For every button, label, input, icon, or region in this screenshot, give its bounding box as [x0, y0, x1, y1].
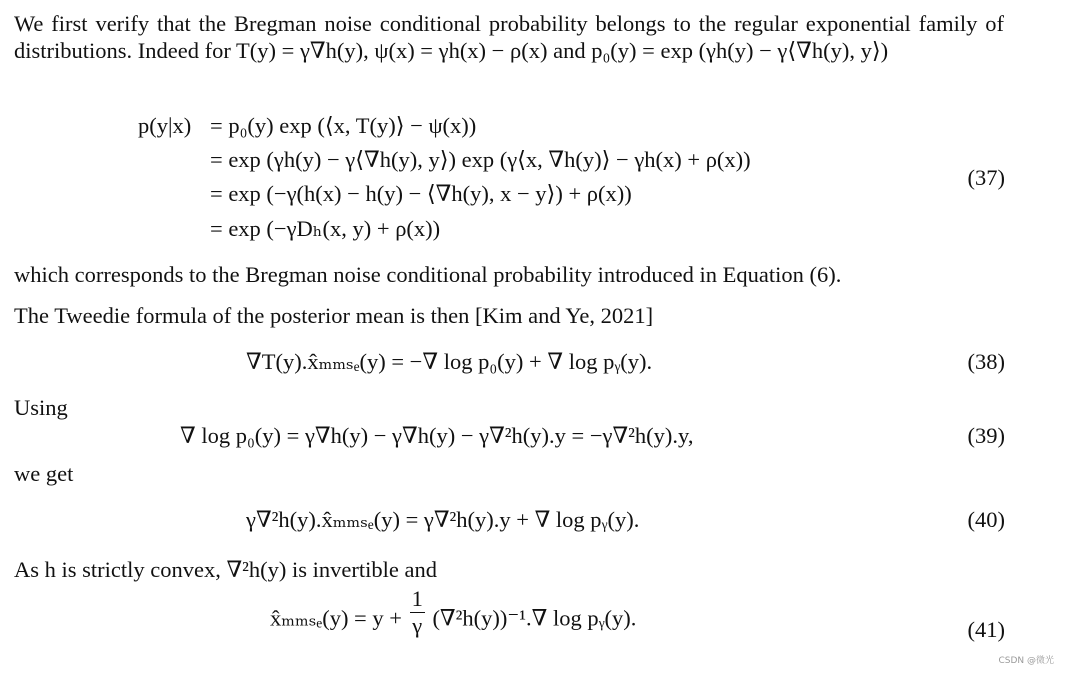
paragraph-correspondence: which corresponds to the Bregman noise conditional probability introduced in Equation (6).: [14, 262, 842, 287]
eq37-line2: = exp (γh(y) − γ⟨∇h(y), y⟩) exp (γ⟨x, ∇h(y)⟩ − γh(x) + ρ(x)): [210, 147, 751, 172]
eq41-fraction-denominator: γ: [412, 613, 423, 638]
paragraph-using: Using: [14, 395, 68, 420]
eq41-rhs: (∇²h(y))⁻¹.∇ log pᵧ(y).: [432, 605, 637, 631]
eq37-line3: = exp (−γ(h(x) − h(y) − ⟨∇h(y), x − y⟩) + ρ(x)): [210, 181, 632, 206]
eq41: [270, 586, 637, 639]
paragraph-tweedie: The Tweedie formula of the posterior mean is then [Kim and Ye, 2021]: [14, 303, 654, 328]
watermark: CSDN @微光: [998, 656, 1054, 666]
paragraph-intro: We first verify that the Bregman noise conditional probability belongs to the regular exponential family of distributions. Indeed for T(y) = γ∇h(y), ψ(x) = γh(x) − ρ(x) and p₀(y) = exp (γh(y) − γ⟨∇h(y), y⟩): [14, 11, 1004, 63]
equation-number-38: (38): [967, 349, 1005, 374]
eq39: ∇ log p₀(y) = γ∇h(y) − γ∇h(y) − γ∇²h(y).y = −γ∇²h(y).y,: [180, 423, 694, 448]
eq37-line4: = exp (−γDₕ(x, y) + ρ(x)): [210, 216, 441, 241]
equation-number-39: (39): [967, 423, 1005, 448]
equation-number-40: (40): [967, 507, 1005, 532]
eq40: γ∇²h(y).x̂ₘₘₛₑ(y) = γ∇²h(y).y + ∇ log pᵧ(y).: [246, 507, 640, 532]
paragraph-we-get: we get: [14, 461, 74, 486]
paragraph-convex: As h is strictly convex, ∇²h(y) is invertible and: [14, 557, 438, 582]
eq41-lhs: x̂ₘₘₛₑ(y) = y +: [270, 605, 402, 631]
equation-number-41: (41): [967, 617, 1005, 642]
eq37-lhs: p(y|x): [138, 113, 192, 138]
eq41-fraction: [410, 586, 425, 639]
eq38: ∇T(y).x̂ₘₘₛₑ(y) = −∇ log p₀(y) + ∇ log pᵧ(y).: [246, 349, 653, 374]
eq41-fraction-numerator: 1: [411, 586, 423, 611]
equation-number-37: (37): [967, 165, 1005, 190]
eq37-line1: = p₀(y) exp (⟨x, T(y)⟩ − ψ(x)): [210, 113, 477, 138]
